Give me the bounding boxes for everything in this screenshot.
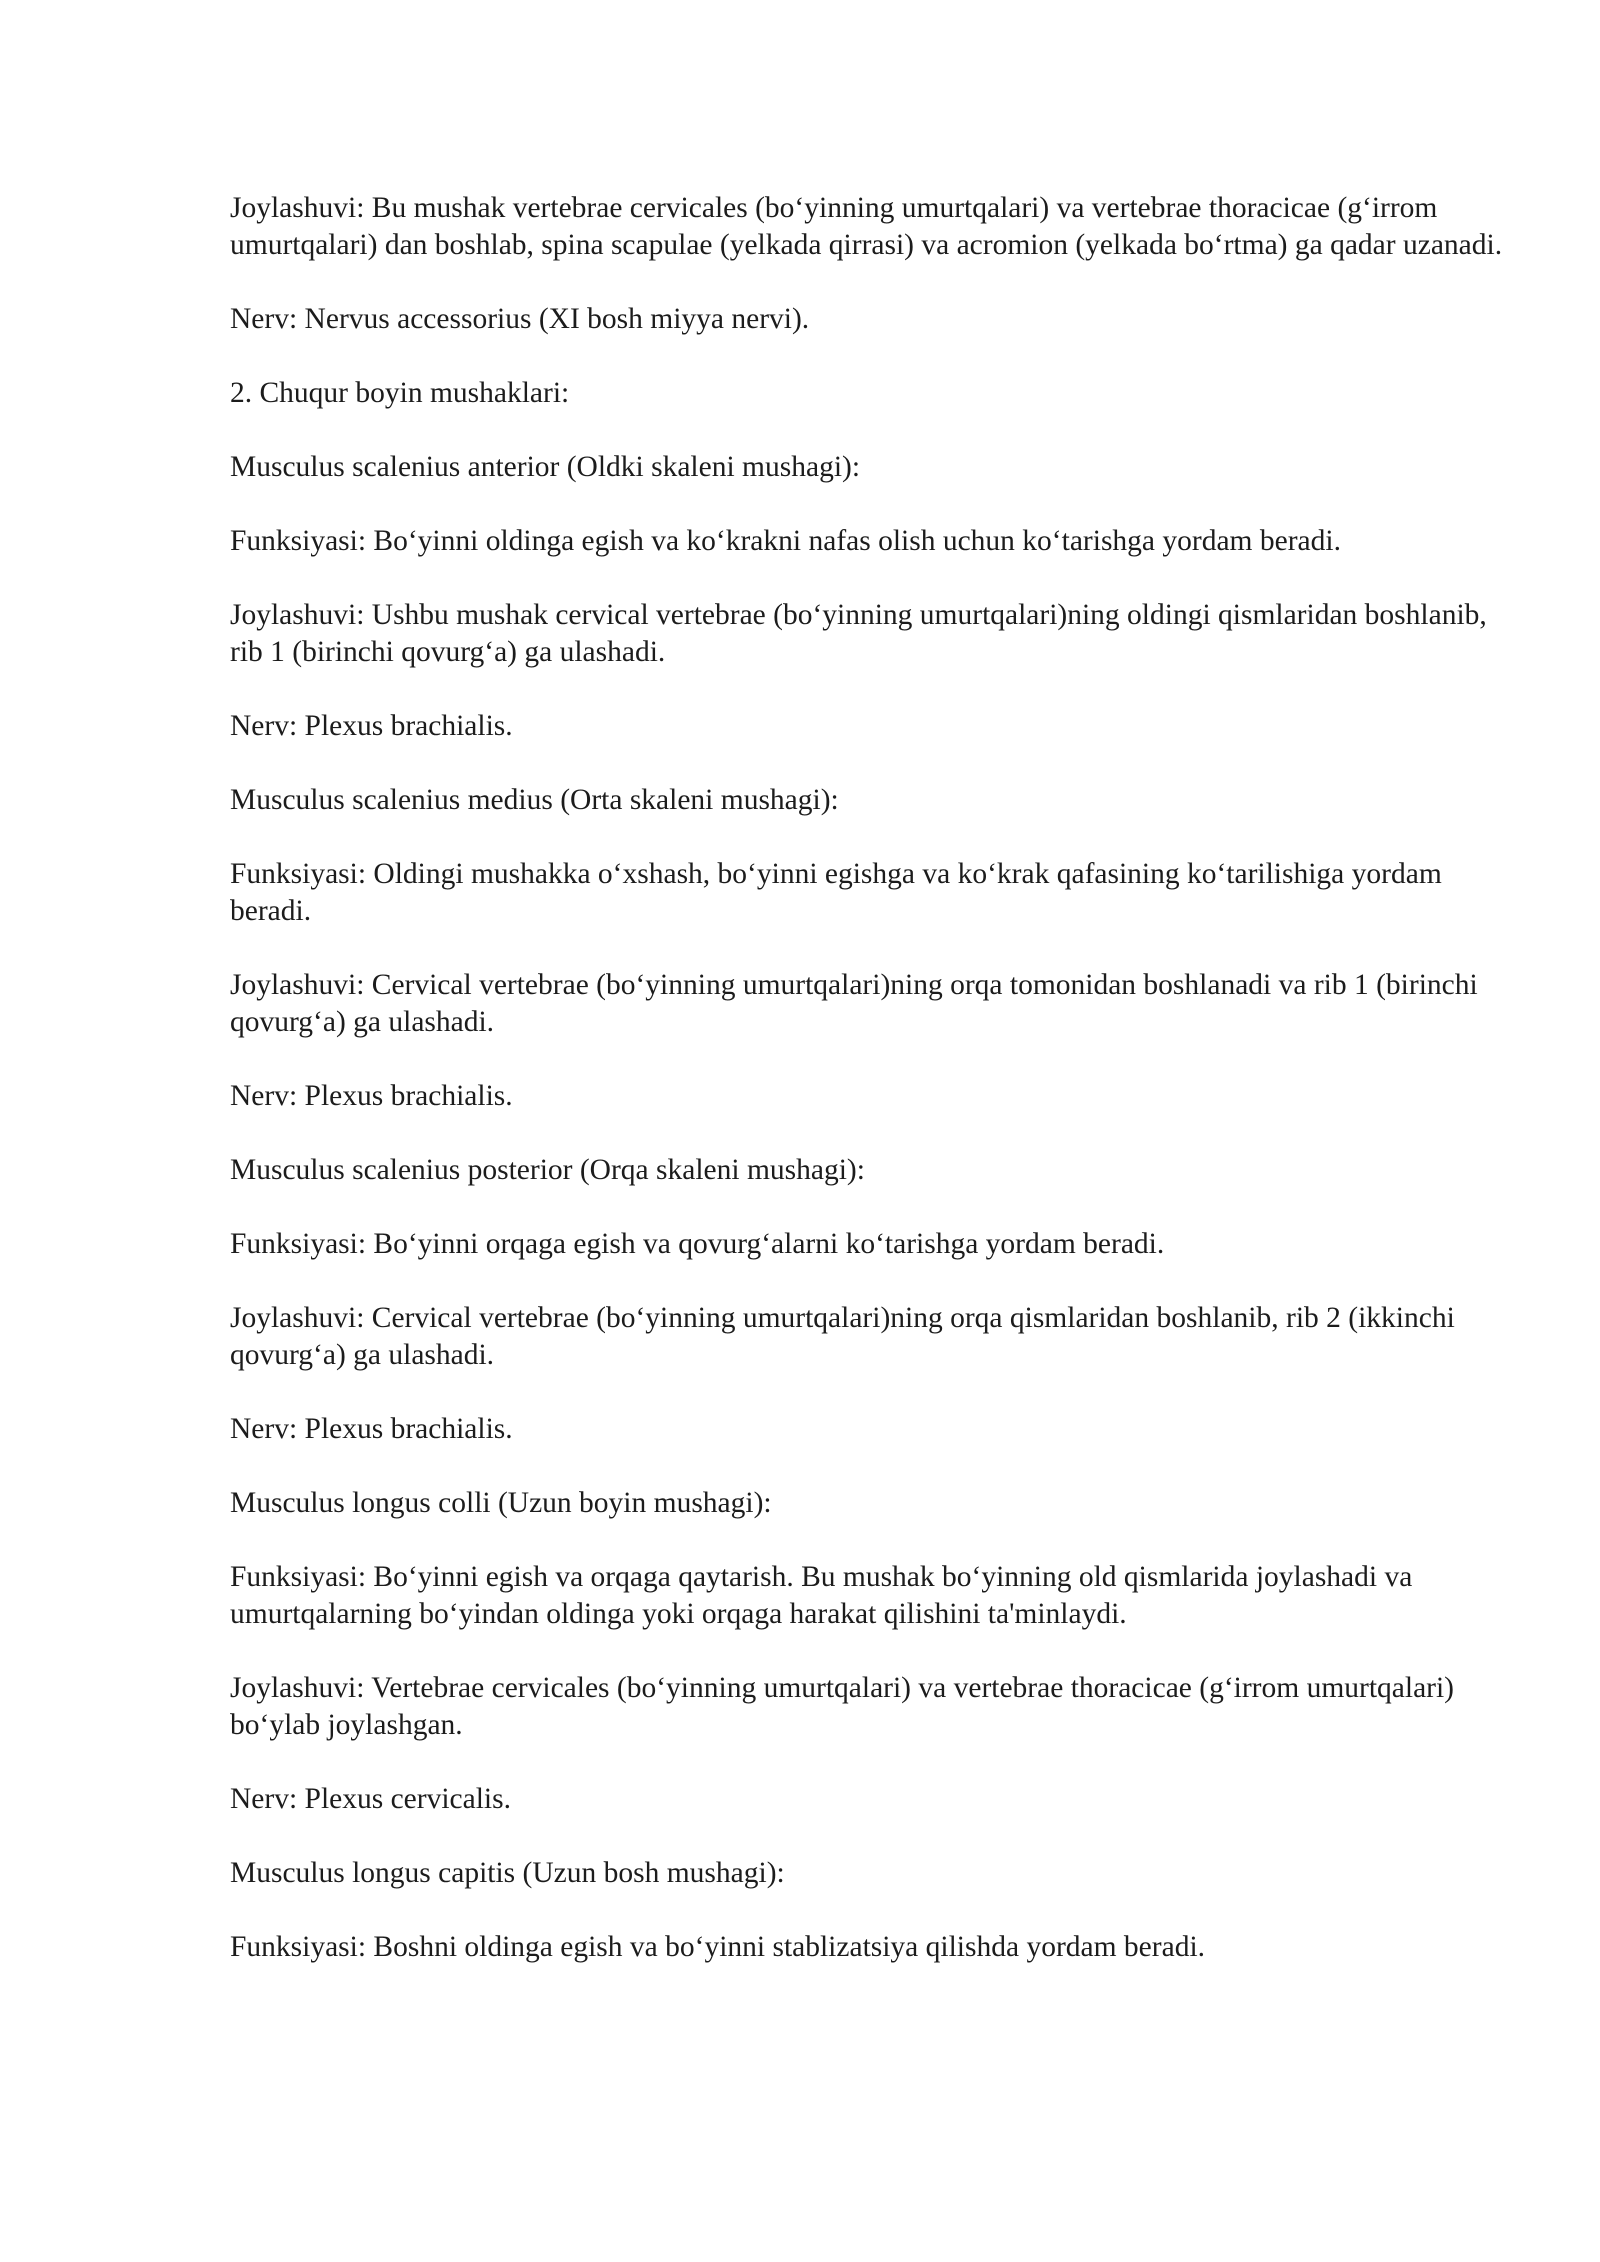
paragraph-nerv-posterior: Nerv: Plexus brachialis. (230, 1413, 513, 1445)
paragraph-funksiyasi-posterior: Funksiyasi: Bo‘yinni orqaga egish va qovurg‘alarni ko‘tarishga yordam beradi. (230, 1228, 1165, 1260)
paragraph-joylashuvi-anterior: Joylashuvi: Ushbu mushak cervical vertebrae (bo‘yinning umurtqalari)ning oldingi qismlaridan boshlanib, rib 1 (birinchi qovurg‘a) ga ulashadi. (230, 599, 1487, 668)
paragraph-funksiyasi-anterior: Funksiyasi: Bo‘yinni oldinga egish va ko‘krakni nafas olish uchun ko‘tarishga yordam beradi. (230, 525, 1341, 557)
paragraph-joylashuvi-posterior: Joylashuvi: Cervical vertebrae (bo‘yinning umurtqalari)ning orqa qismlaridan boshlanib, rib 2 (ikkinchi qovurg‘a) ga ulashadi. (230, 1302, 1455, 1371)
muscle-heading-longus-colli: Musculus longus colli (Uzun boyin mushagi): (230, 1487, 772, 1519)
paragraph-nerv-longus-colli: Nerv: Plexus cervicalis. (230, 1783, 511, 1815)
paragraph-nerv-medius: Nerv: Plexus brachialis. (230, 1080, 513, 1112)
paragraph-joylashuvi-trapezius: Joylashuvi: Bu mushak vertebrae cervicales (bo‘yinning umurtqalari) va vertebrae thoracicae (g‘irrom umurtqalari) dan boshlab, spina scapulae (yelkada qirrasi) va acromion (yelkada bo‘rtma) ga qadar uzanadi. (230, 192, 1503, 261)
muscle-heading-scalenius-anterior: Musculus scalenius anterior (Oldki skaleni mushagi): (230, 451, 861, 483)
paragraph-funksiyasi-longus-capitis: Funksiyasi: Boshni oldinga egish va bo‘yinni stablizatsiya qilishda yordam beradi. (230, 1931, 1206, 1963)
paragraph-nerv-anterior: Nerv: Plexus brachialis. (230, 710, 513, 742)
paragraph-nerv-accessorius: Nerv: Nervus accessorius (XI bosh miyya nervi). (230, 303, 810, 335)
document-body (230, 190, 1520, 2003)
paragraph-funksiyasi-longus-colli: Funksiyasi: Bo‘yinni egish va orqaga qaytarish. Bu mushak bo‘yinning old qismlarida joylashadi va umurtqalarning bo‘yindan oldinga yoki orqaga harakat qilishini ta'minlaydi. (230, 1561, 1413, 1630)
paragraph-funksiyasi-medius: Funksiyasi: Oldingi mushakka o‘xshash, bo‘yinni egishga va ko‘krak qafasining ko‘tarilishiga yordam beradi. (230, 858, 1442, 927)
muscle-heading-longus-capitis: Musculus longus capitis (Uzun bosh mushagi): (230, 1857, 785, 1889)
paragraph-joylashuvi-longus-colli: Joylashuvi: Vertebrae cervicales (bo‘yinning umurtqalari) va vertebrae thoracicae (g‘irrom umurtqalari) bo‘ylab joylashgan. (230, 1672, 1455, 1741)
muscle-heading-scalenius-posterior: Musculus scalenius posterior (Orqa skaleni mushagi): (230, 1154, 865, 1186)
section-heading-chuqur-boyin: 2. Chuqur boyin mushaklari: (230, 377, 570, 409)
paragraph-joylashuvi-medius: Joylashuvi: Cervical vertebrae (bo‘yinning umurtqalari)ning orqa tomonidan boshlanadi va rib 1 (birinchi qovurg‘a) ga ulashadi. (230, 969, 1478, 1038)
muscle-heading-scalenius-medius: Musculus scalenius medius (Orta skaleni mushagi): (230, 784, 839, 816)
